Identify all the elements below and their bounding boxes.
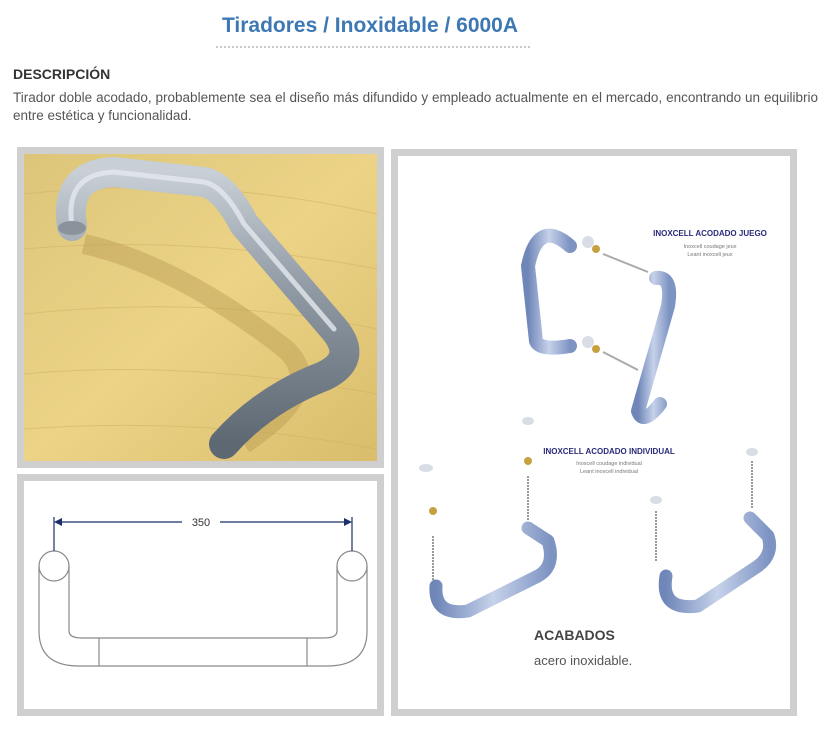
product-photo bbox=[24, 154, 377, 461]
handle-photo-image bbox=[24, 154, 377, 461]
set-subtitle-1: Inoxcell coudage jeux bbox=[683, 244, 737, 250]
dimension-drawing bbox=[24, 481, 377, 709]
product-photo-frame bbox=[17, 147, 384, 468]
individual-subtitle-1: Inoxcell coudage individual bbox=[576, 461, 642, 467]
set-title: INOXCELL ACODADO JUEGO bbox=[653, 229, 767, 238]
dimension-label: 350 bbox=[191, 517, 211, 529]
finish-value: acero inoxidable. bbox=[534, 653, 633, 668]
title-divider bbox=[216, 46, 530, 48]
page-title: Tiradores / Inoxidable / 6000A bbox=[221, 14, 519, 37]
technical-drawing bbox=[24, 481, 377, 709]
individual-subtitle-2: Leant inoxcell individual bbox=[579, 469, 639, 475]
assembly-diagram-frame bbox=[391, 149, 797, 716]
individual-title: INOXCELL ACODADO INDIVIDUAL bbox=[543, 447, 675, 456]
finish-heading: ACABADOS bbox=[534, 627, 615, 643]
assembly-diagram bbox=[398, 156, 790, 709]
description-text: Tirador doble acodado, probablemente sea el diseño más difundido y empleado actualmente en el mercado, encontrando un equilibrio entre estética y funcionalidad. bbox=[13, 90, 818, 123]
description-heading: DESCRIPCIÓN bbox=[13, 66, 111, 82]
technical-drawing-frame bbox=[17, 474, 384, 716]
set-subtitle-2: Leant inoxcell jeux bbox=[687, 252, 733, 258]
